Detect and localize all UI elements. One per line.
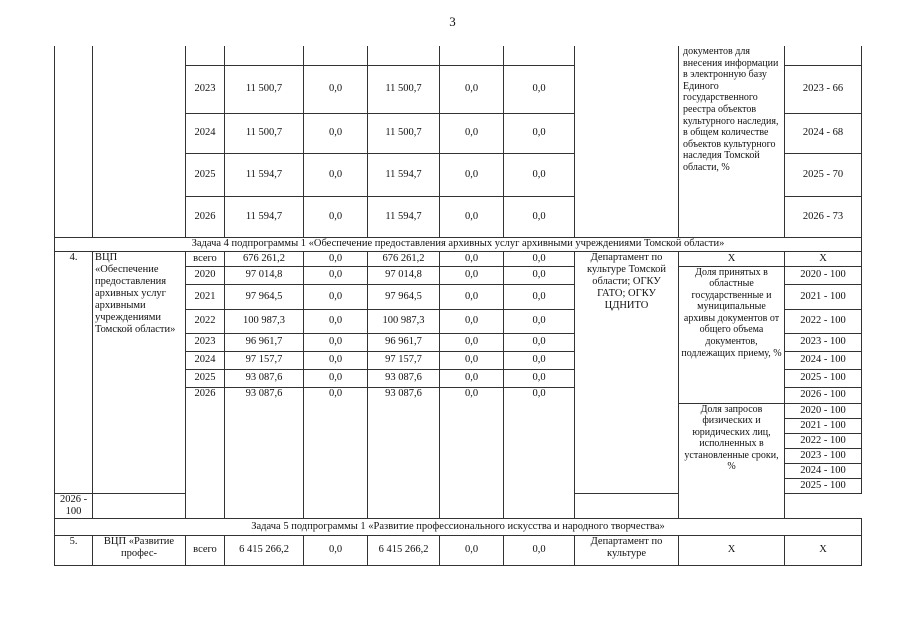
cell-empty [304, 46, 368, 65]
task-4-title: Задача 4 подпрограммы 1 «Обеспечение предоставления архивных услуг архивными учреждениями Томской области» [55, 237, 862, 251]
program-table [54, 46, 862, 566]
federal: 0,0 [304, 65, 368, 113]
cell-empty [440, 46, 504, 65]
total: 93 087,6 [225, 387, 304, 518]
target-value: 2021 - 100 [785, 284, 862, 309]
regional: 11 594,7 [368, 153, 440, 196]
extra: 0,0 [504, 153, 575, 196]
regional: 11 594,7 [368, 196, 440, 237]
local: 0,0 [440, 65, 504, 113]
regional: 97 157,7 [368, 351, 440, 369]
total: 11 594,7 [225, 196, 304, 237]
federal: 0,0 [304, 351, 368, 369]
target-value: 2020 - 100 [785, 266, 862, 284]
federal: 0,0 [304, 333, 368, 351]
year: 2023 [186, 65, 225, 113]
federal: 0,0 [304, 113, 368, 153]
regional: 96 961,7 [368, 333, 440, 351]
target-value: 2020 - 100 [785, 403, 862, 418]
year: 2020 [186, 266, 225, 284]
extra: 0,0 [504, 65, 575, 113]
local: 0,0 [440, 153, 504, 196]
federal: 0,0 [304, 266, 368, 284]
regional: 97 964,5 [368, 284, 440, 309]
total: 97 157,7 [225, 351, 304, 369]
total: 11 594,7 [225, 153, 304, 196]
table-row [55, 251, 862, 266]
extra: 0,0 [504, 196, 575, 237]
federal: 0,0 [304, 251, 368, 266]
target-value: 2023 - 100 [785, 448, 862, 463]
year: 2023 [186, 333, 225, 351]
extra: 0,0 [504, 369, 575, 387]
extra: 0,0 [504, 266, 575, 284]
executor: Департамент по культуре [575, 535, 679, 565]
indicator-2: Доля запросов физических и юридических лиц, исполненных в установленные сроки, % [679, 403, 785, 518]
item-number: 4. [55, 251, 93, 493]
year: 2024 [186, 351, 225, 369]
indicator-x: Х [679, 251, 785, 266]
target-x: Х [785, 535, 862, 565]
local: 0,0 [440, 251, 504, 266]
task-row [55, 518, 862, 535]
total: 97 964,5 [225, 284, 304, 309]
local: 0,0 [440, 309, 504, 333]
target-value: 2023 - 66 [785, 65, 862, 113]
extra: 0,0 [504, 113, 575, 153]
cell-empty [225, 46, 304, 65]
page-number: 3 [449, 14, 456, 29]
target-value: 2026 - 100 [785, 387, 862, 403]
cell-empty [504, 46, 575, 65]
federal: 0,0 [304, 309, 368, 333]
regional: 676 261,2 [368, 251, 440, 266]
extra: 0,0 [504, 251, 575, 266]
federal: 0,0 [304, 535, 368, 565]
indicator-x: Х [679, 535, 785, 565]
regional: 11 500,7 [368, 113, 440, 153]
regional: 100 987,3 [368, 309, 440, 333]
item-name: ВЦП «Развитие профес- [93, 535, 186, 565]
item-name: ВЦП «Обеспечение предоставления архивных услуг архивными учреждениями Томской области» [93, 251, 186, 493]
year: всего [186, 535, 225, 565]
year: 2026 [186, 196, 225, 237]
local: 0,0 [440, 284, 504, 309]
cell-empty [785, 46, 862, 65]
target-value: 2025 - 100 [785, 478, 862, 493]
cell-num [55, 46, 93, 237]
cell-name [93, 46, 186, 237]
regional: 93 087,6 [368, 369, 440, 387]
total: 93 087,6 [225, 369, 304, 387]
target-value: 2024 - 68 [785, 113, 862, 153]
total: 97 014,8 [225, 266, 304, 284]
local: 0,0 [440, 196, 504, 237]
extra: 0,0 [504, 333, 575, 351]
extra: 0,0 [504, 351, 575, 369]
year: 2026 [186, 387, 225, 518]
regional: 6 415 266,2 [368, 535, 440, 565]
extra: 0,0 [504, 309, 575, 333]
year: 2024 [186, 113, 225, 153]
target-value: 2024 - 100 [785, 351, 862, 369]
target-value: 2026 - 73 [785, 196, 862, 237]
local: 0,0 [440, 266, 504, 284]
local: 0,0 [440, 535, 504, 565]
target-x: Х [785, 251, 862, 266]
target-value: 2025 - 70 [785, 153, 862, 196]
cell-executor [575, 46, 679, 237]
extra: 0,0 [504, 535, 575, 565]
year: 2021 [186, 284, 225, 309]
local: 0,0 [440, 387, 504, 518]
cell-empty [368, 46, 440, 65]
local: 0,0 [440, 351, 504, 369]
extra: 0,0 [504, 284, 575, 309]
total: 11 500,7 [225, 113, 304, 153]
year: 2022 [186, 309, 225, 333]
total: 100 987,3 [225, 309, 304, 333]
item-number: 5. [55, 535, 93, 565]
total: 11 500,7 [225, 65, 304, 113]
table-row [55, 46, 862, 65]
task-5-title: Задача 5 подпрограммы 1 «Развитие профессионального искусства и народного творчества» [55, 518, 862, 535]
federal: 0,0 [304, 196, 368, 237]
regional: 97 014,8 [368, 266, 440, 284]
target-value: 2024 - 100 [785, 463, 862, 478]
local: 0,0 [440, 333, 504, 351]
federal: 0,0 [304, 284, 368, 309]
target-value: 2025 - 100 [785, 369, 862, 387]
target-value: 2021 - 100 [785, 418, 862, 433]
indicator-1: Доля принятых в областные государственные и муниципальные архивы документов от общего объема документов, подлежащих приему, % [679, 266, 785, 403]
total: 96 961,7 [225, 333, 304, 351]
executor: Департамент по культуре Томской области; ОГКУ ГАТО; ОГКУ ЦДНИТО [575, 251, 679, 493]
local: 0,0 [440, 113, 504, 153]
year: 2025 [186, 153, 225, 196]
federal: 0,0 [304, 153, 368, 196]
target-value: 2022 - 100 [785, 433, 862, 448]
target-value: 2026 - 100 [55, 493, 93, 518]
year: 2025 [186, 369, 225, 387]
target-value: 2023 - 100 [785, 333, 862, 351]
year: всего [186, 251, 225, 266]
federal: 0,0 [304, 369, 368, 387]
cell-empty [186, 46, 225, 65]
indicator-text: документов для внесения информации в электронную базу Единого государственного реестра объектов культурного наследия, в общем количестве объектов культурного наследия Томской области, % [679, 46, 785, 237]
total: 676 261,2 [225, 251, 304, 266]
table-row [55, 535, 862, 565]
task-row [55, 237, 862, 251]
regional: 11 500,7 [368, 65, 440, 113]
local: 0,0 [440, 369, 504, 387]
federal: 0,0 [304, 387, 368, 518]
extra: 0,0 [504, 387, 575, 518]
regional: 93 087,6 [368, 387, 440, 518]
total: 6 415 266,2 [225, 535, 304, 565]
target-value: 2022 - 100 [785, 309, 862, 333]
